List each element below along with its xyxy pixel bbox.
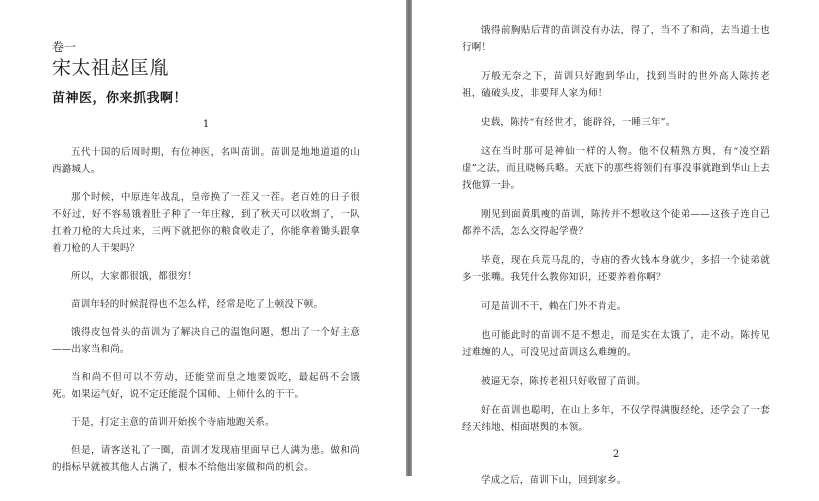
paragraph: 于是，打定主意的苗训开始挨个寺庙地跑关系。	[71, 417, 275, 428]
section-number: 1	[202, 119, 210, 130]
paragraph: 万般无奈之下，苗训只好跑到华山，找到当时的世外高人陈抟老祖，磕破头皮，非要拜人家为师！	[462, 71, 770, 99]
left-page	[0, 0, 406, 476]
paragraph: 学成之后，苗训下山，回到家乡。	[481, 475, 627, 486]
paragraph: 饿得皮包骨头的苗训为了解决自己的温饱问题，想出了一个好主意——出家当和尚。	[52, 327, 360, 355]
right-page-content	[462, 22, 770, 501]
section-title: 苗神医，你来抓我啊！	[52, 91, 188, 106]
chapter-title: 宋太祖赵匡胤	[52, 57, 170, 79]
paragraph: 那个时候，中原连年战乱，皇帝换了一茬又一茬。老百姓的日子很不好过，好不容易饿着肚子种了一年庄稼，到了秋天可以收割了，一队扛着刀枪的大兵过来，三两下就把你的粮食收走了，你能拿着锄头跟拿着刀枪的人干架吗？	[52, 192, 360, 254]
paragraph: 也可能此时的苗训不是不想走，而是实在太饿了，走不动。陈抟见过难缠的人，可没见过苗训这么难缠的。	[462, 330, 770, 358]
paragraph: 可是苗训不干，赖在门外不肯走。	[481, 301, 627, 312]
paragraph: 毕竟，现在兵荒马乱的，寺庙的香火钱本身就少，多招一个徒弟就多一张嘴。我凭什么教你知识，还要养着你啊？	[462, 255, 770, 283]
paragraph: 这在当时那可是神仙一样的人物。他不仅精熟方舆，有“凌空蹈虚”之法，而且晓畅兵略。天底下的那些将领们有事没事就跑到华山上去找他算一卦。	[462, 146, 770, 191]
paragraph: 刚见到面黄肌瘦的苗训，陈抟并不想收这个徒弟——这孩子连自己都养不活，怎么交得起学费？	[462, 209, 770, 237]
volume-label: 卷一	[52, 40, 77, 54]
paragraph: 当和尚不但可以不劳动，还能堂而皇之地要饭吃，最起码不会饿死。如果运气好，说不定还能混个国师、上师什么的干干。	[52, 372, 360, 400]
paragraph: 苗训年轻的时候混得也不怎么样，经常是吃了上顿没下顿。	[71, 299, 324, 310]
paragraph: 好在苗训也聪明，在山上多年，不仅学得满腹经纶，还学会了一套经天纬地、相面堪舆的本领。	[462, 405, 770, 433]
right-page	[412, 0, 819, 486]
paragraph: 史载，陈抟“有经世才，能辟谷，一睡三年”。	[481, 117, 676, 128]
left-page-content	[52, 40, 360, 487]
section-number: 2	[612, 449, 620, 460]
paragraph: 饿得前胸贴后背的苗训没有办法，得了，当不了和尚，去当道士也行啊！	[462, 25, 770, 53]
paragraph: 所以，大家都很饿，都很穷！	[71, 271, 198, 282]
paragraph: 五代十国的后周时期，有位神医，名叫苗训。苗训是地地道道的山西潞城人。	[52, 147, 360, 175]
paragraph: 但是，请客送礼了一圈，苗训才发现庙里面早已人满为患。做和尚的指标早就被其他人占满了，根本不给他出家做和尚的机会。	[52, 445, 360, 473]
paragraph: 被逼无奈，陈抟老祖只好收留了苗训。	[481, 376, 646, 387]
